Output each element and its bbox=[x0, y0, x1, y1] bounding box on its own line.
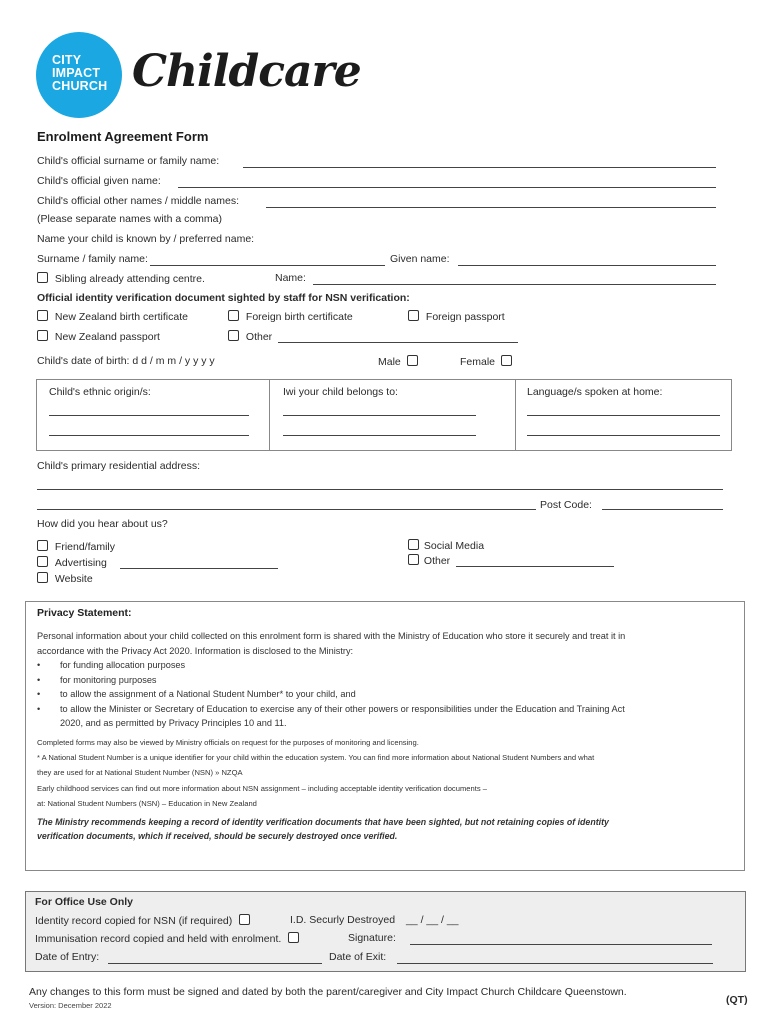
doc-nz-passport bbox=[37, 330, 160, 343]
iwi-field-2[interactable] bbox=[283, 435, 476, 436]
office-destroyed-label: I.D. Securly Destroyed bbox=[290, 914, 396, 926]
doc-nz-passport-checkbox[interactable] bbox=[37, 330, 48, 341]
bullet-2-mark: • bbox=[37, 675, 41, 685]
female-label: Female bbox=[460, 356, 496, 368]
logo-text bbox=[52, 54, 107, 93]
office-immunisation-label: Immunisation record copied and held with enrolment. bbox=[35, 933, 282, 945]
male-label: Male bbox=[378, 356, 401, 368]
ethnic-field-2[interactable] bbox=[49, 435, 249, 436]
doc-foreign-birth-label: Foreign birth certificate bbox=[245, 311, 353, 323]
office-heading: For Office Use Only bbox=[35, 896, 134, 908]
address-field-2[interactable] bbox=[37, 509, 536, 510]
preferred-surname-field[interactable] bbox=[150, 265, 385, 266]
office-identity-checkbox[interactable] bbox=[239, 914, 250, 925]
doc-other-label: Other bbox=[245, 331, 273, 343]
surname-label: Child's official surname or family name: bbox=[37, 155, 220, 167]
office-exit-field[interactable] bbox=[397, 963, 713, 964]
privacy-bullet-4b: 2020, and as permitted by Privacy Principles 10 and 11. bbox=[60, 718, 287, 728]
doc-nz-passport-label: New Zealand passport bbox=[54, 331, 160, 343]
office-signature-label: Signature: bbox=[348, 932, 396, 944]
language-field-1[interactable] bbox=[527, 415, 720, 416]
office-identity bbox=[35, 914, 250, 927]
doc-foreign-birth bbox=[228, 310, 353, 323]
office-immunisation-checkbox[interactable] bbox=[288, 932, 299, 943]
bullet-3-mark: • bbox=[37, 689, 41, 699]
logo-line-1: CITY bbox=[52, 53, 82, 67]
privacy-intro-2: accordance with the Privacy Act 2020. Information is disclosed to the Ministry: bbox=[37, 646, 354, 656]
doc-other-checkbox[interactable] bbox=[228, 330, 239, 341]
doc-foreign-passport bbox=[408, 310, 505, 323]
sibling-name-label: Name: bbox=[275, 272, 306, 284]
logo-line-3: CHURCH bbox=[52, 79, 108, 93]
separate-note: (Please separate names with a comma) bbox=[37, 213, 222, 225]
known-as-label: Name your child is known by / preferred name: bbox=[37, 233, 255, 245]
childcare-wordmark: Childcare bbox=[132, 46, 361, 97]
surname-field[interactable] bbox=[243, 167, 716, 168]
bullet-1-mark: • bbox=[37, 660, 41, 670]
privacy-recommend-1: The Ministry recommends keeping a record of identity verification documents that have been sighted, but not retaining copies of identity bbox=[37, 817, 609, 827]
footer-code: (QT) bbox=[726, 994, 748, 1006]
male-checkbox[interactable] bbox=[407, 355, 418, 366]
hear-website bbox=[37, 572, 93, 585]
privacy-bullet-3: to allow the assignment of a National Student Number* to your child, and bbox=[60, 689, 356, 699]
privacy-early-1: Early childhood services can find out more information about NSN assignment – including acceptable identity verification documents – bbox=[37, 784, 487, 793]
origin-divider-2 bbox=[515, 379, 516, 450]
hear-social-checkbox[interactable] bbox=[408, 539, 419, 550]
hear-other bbox=[408, 554, 450, 567]
office-destroyed bbox=[290, 914, 459, 926]
iwi-label: Iwi your child belongs to: bbox=[283, 386, 398, 398]
sibling-label: Sibling already attending centre. bbox=[54, 273, 205, 285]
address-field-1[interactable] bbox=[37, 489, 723, 490]
hear-advertising-checkbox[interactable] bbox=[37, 556, 48, 567]
form-title: Enrolment Agreement Form bbox=[37, 129, 209, 144]
privacy-bullet-1: for funding allocation purposes bbox=[60, 660, 186, 670]
doc-foreign-passport-label: Foreign passport bbox=[425, 311, 505, 323]
hear-other-checkbox[interactable] bbox=[408, 554, 419, 565]
office-immunisation bbox=[35, 932, 299, 945]
hear-label: How did you hear about us? bbox=[37, 518, 168, 530]
postcode-label: Post Code: bbox=[540, 499, 592, 511]
ethnic-field-1[interactable] bbox=[49, 415, 249, 416]
address-label: Child's primary residential address: bbox=[37, 460, 201, 472]
hear-website-label: Website bbox=[54, 573, 93, 585]
iwi-field-1[interactable] bbox=[283, 415, 476, 416]
hear-website-checkbox[interactable] bbox=[37, 572, 48, 583]
doc-foreign-birth-checkbox[interactable] bbox=[228, 310, 239, 321]
bullet-4-mark: • bbox=[37, 704, 41, 714]
hear-advertising bbox=[37, 556, 107, 569]
origin-divider-1 bbox=[269, 379, 270, 450]
privacy-recommend-2: verification documents, which if received, should be securely destroyed once verified. bbox=[37, 831, 398, 841]
doc-foreign-passport-checkbox[interactable] bbox=[408, 310, 419, 321]
doc-other bbox=[228, 330, 272, 343]
privacy-bullet-2: for monitoring purposes bbox=[60, 675, 157, 685]
hear-advertising-field[interactable] bbox=[120, 568, 278, 569]
church-logo bbox=[36, 32, 122, 118]
male-option bbox=[378, 355, 418, 368]
identity-heading: Official identity verification document sighted by staff for NSN verification: bbox=[37, 292, 410, 304]
ethnic-label: Child's ethnic origin/s: bbox=[49, 386, 151, 398]
hear-other-label: Other bbox=[423, 555, 451, 567]
sibling-name-field[interactable] bbox=[313, 284, 716, 285]
privacy-bullet-4a: to allow the Minister or Secretary of Education to exercise any of their other powers or responsibilities under the Education and Training Act bbox=[60, 704, 625, 714]
office-identity-label: Identity record copied for NSN (if required) bbox=[35, 915, 233, 927]
given-name-field[interactable] bbox=[178, 187, 716, 188]
doc-nz-birth bbox=[37, 310, 188, 323]
hear-social-label: Social Media bbox=[423, 540, 485, 552]
other-names-field[interactable] bbox=[266, 207, 716, 208]
office-destroyed-date[interactable]: __ / __ / __ bbox=[405, 914, 459, 926]
female-checkbox[interactable] bbox=[501, 355, 512, 366]
postcode-field[interactable] bbox=[602, 509, 723, 510]
other-names-label: Child's official other names / middle names: bbox=[37, 195, 239, 207]
hear-other-field[interactable] bbox=[456, 566, 614, 567]
hear-friend bbox=[37, 540, 115, 553]
hear-friend-checkbox[interactable] bbox=[37, 540, 48, 551]
office-signature-field[interactable] bbox=[410, 944, 712, 945]
hear-social bbox=[408, 539, 484, 552]
language-field-2[interactable] bbox=[527, 435, 720, 436]
privacy-nsn-1: * A National Student Number is a unique identifier for your child within the education system. You can find more information about National Student Numbers and what bbox=[37, 753, 595, 762]
preferred-given-field[interactable] bbox=[458, 265, 716, 266]
privacy-heading: Privacy Statement: bbox=[37, 607, 132, 619]
footer-version: Version: December 2022 bbox=[29, 1001, 112, 1010]
preferred-surname-label: Surname / family name: bbox=[37, 253, 148, 265]
dob-label: Child's date of birth: d d / m m / y y y y bbox=[37, 355, 215, 367]
sibling-checkbox[interactable] bbox=[37, 272, 48, 283]
privacy-completed: Completed forms may also be viewed by Ministry officials on request for the purposes of monitoring and licensing. bbox=[37, 738, 419, 747]
preferred-given-label: Given name: bbox=[390, 253, 450, 265]
footer-note: Any changes to this form must be signed and dated by both the parent/caregiver and City Impact Church Childcare Queenstown. bbox=[29, 986, 627, 998]
hear-advertising-label: Advertising bbox=[54, 557, 107, 569]
privacy-nsn-2: they are used for at National Student Number (NSN) » NZQA bbox=[37, 768, 243, 777]
office-entry-field[interactable] bbox=[108, 963, 322, 964]
female-option bbox=[460, 355, 512, 368]
privacy-early-2: at: National Student Numbers (NSN) – Education in New Zealand bbox=[37, 799, 257, 808]
doc-nz-birth-label: New Zealand birth certificate bbox=[54, 311, 188, 323]
given-name-label: Child's official given name: bbox=[37, 175, 161, 187]
hear-friend-label: Friend/family bbox=[54, 541, 116, 553]
doc-nz-birth-checkbox[interactable] bbox=[37, 310, 48, 321]
doc-other-field[interactable] bbox=[278, 342, 518, 343]
privacy-intro-1: Personal information about your child collected on this enrolment form is shared with the Ministry of Education who store it securely and treat it in bbox=[37, 631, 626, 641]
office-exit-label: Date of Exit: bbox=[329, 951, 387, 963]
sibling-row bbox=[37, 272, 205, 285]
logo-line-2: IMPACT bbox=[52, 66, 101, 80]
language-label: Language/s spoken at home: bbox=[527, 386, 663, 398]
office-entry-label: Date of Entry: bbox=[35, 951, 100, 963]
